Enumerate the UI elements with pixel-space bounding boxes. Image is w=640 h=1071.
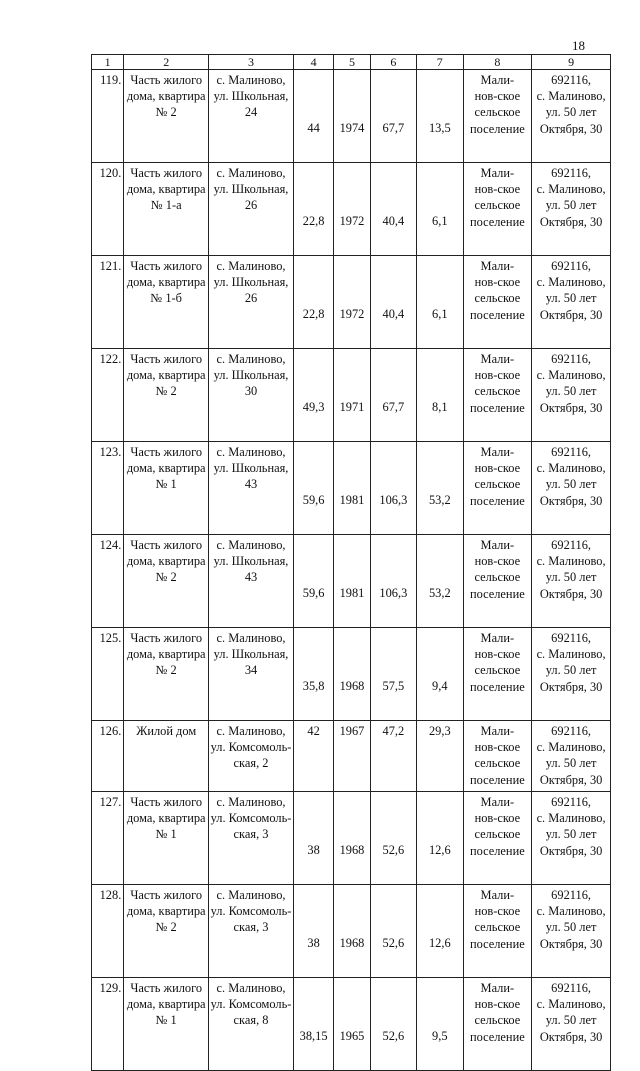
owner-address-line: ул. 50 лет — [545, 827, 597, 842]
owner-name-line: Мали- — [480, 445, 515, 459]
owner-address-line: 692116, — [551, 352, 591, 366]
owner-name-line: нов-ское — [474, 647, 521, 662]
owner-name-line: поселение — [469, 400, 525, 415]
column-4-value: 38 — [293, 792, 333, 885]
owner-name-line: Мали- — [480, 981, 515, 995]
column-4-value: 49,3 — [293, 349, 333, 442]
owner-name-line: Мали- — [480, 538, 515, 552]
object-address-line: ул. Школьная, — [213, 647, 289, 662]
owner-address-line: 692116, — [551, 73, 591, 87]
owner-name — [463, 442, 532, 535]
column-number-5: 5 — [334, 55, 370, 70]
column-number-9: 9 — [532, 55, 611, 70]
object-address-line: 26 — [244, 291, 258, 306]
object-address — [209, 978, 294, 1071]
object-address-line: 24 — [244, 105, 258, 120]
row-number: 127. — [92, 792, 124, 885]
owner-address-line: Октября, 30 — [539, 679, 603, 694]
column-7-value: 53,2 — [417, 442, 463, 535]
object-address-line: ул. Комсомоль- — [210, 811, 292, 826]
object-address — [209, 792, 294, 885]
owner-address-line: с. Малиново, — [536, 811, 606, 826]
owner-address-line: ул. 50 лет — [545, 105, 597, 120]
object-name-line: Часть жилого — [130, 538, 203, 552]
column-number-2: 2 — [124, 55, 209, 70]
object-address-line: ул. Комсомоль- — [210, 904, 292, 919]
object-name-line: № 1 — [155, 1013, 177, 1028]
object-address-line: ская, 8 — [233, 1013, 269, 1028]
owner-address-line: Октября, 30 — [539, 493, 603, 508]
object-address-line: с. Малиново, — [216, 981, 286, 995]
row-number: 126. — [92, 721, 124, 792]
object-address — [209, 256, 294, 349]
column-6-value: 40,4 — [370, 163, 416, 256]
owner-name-line: нов-ское — [474, 182, 521, 197]
column-number-3: 3 — [209, 55, 294, 70]
owner-address-line: с. Малиново, — [536, 275, 606, 290]
object-address-line: ская, 3 — [233, 920, 269, 935]
owner-name-line: поселение — [469, 307, 525, 322]
object-name — [124, 256, 209, 349]
owner-address-line: ул. 50 лет — [545, 920, 597, 935]
owner-name-line: нов-ское — [474, 740, 521, 755]
column-7-value: 8,1 — [417, 349, 463, 442]
object-address-line: 34 — [244, 663, 258, 678]
row-number: 128. — [92, 885, 124, 978]
table-row — [92, 978, 611, 1071]
object-address-line: ул. Школьная, — [213, 182, 289, 197]
owner-address — [532, 70, 611, 163]
object-name — [124, 885, 209, 978]
object-address — [209, 535, 294, 628]
row-number: 125. — [92, 628, 124, 721]
owner-name-line: Мали- — [480, 73, 515, 87]
table-row — [92, 349, 611, 442]
owner-name-line: сельское — [474, 663, 521, 678]
owner-address-line: Октября, 30 — [539, 400, 603, 415]
owner-name-line: Мали- — [480, 888, 515, 902]
owner-address — [532, 163, 611, 256]
object-name-line: Часть жилого — [130, 73, 203, 87]
owner-address-line: 692116, — [551, 166, 591, 180]
owner-address — [532, 535, 611, 628]
owner-name — [463, 978, 532, 1071]
owner-address-line: с. Малиново, — [536, 904, 606, 919]
owner-name-line: поселение — [469, 936, 525, 951]
object-address-line: с. Малиново, — [216, 631, 286, 645]
column-7-value: 6,1 — [417, 163, 463, 256]
owner-name-line: нов-ское — [474, 461, 521, 476]
build-year: 1971 — [334, 349, 370, 442]
object-address — [209, 885, 294, 978]
object-address-line: ская, 2 — [233, 756, 269, 771]
table-row — [92, 70, 611, 163]
owner-name-line: Мали- — [480, 352, 515, 366]
object-address-line: ул. Школьная, — [213, 275, 289, 290]
object-address — [209, 349, 294, 442]
object-name-line: Жилой дом — [136, 724, 197, 738]
object-address-line: ул. Комсомоль- — [210, 740, 292, 755]
object-name — [124, 978, 209, 1071]
object-address-line: с. Малиново, — [216, 352, 286, 366]
owner-name-line: нов-ское — [474, 997, 521, 1012]
object-address — [209, 628, 294, 721]
object-name-line: № 2 — [155, 920, 177, 935]
row-number: 123. — [92, 442, 124, 535]
owner-name-line: нов-ское — [474, 368, 521, 383]
object-address-line: с. Малиново, — [216, 795, 286, 809]
owner-name — [463, 163, 532, 256]
column-7-value: 53,2 — [417, 535, 463, 628]
column-4-value: 22,8 — [293, 163, 333, 256]
object-name-line: Часть жилого — [130, 259, 203, 273]
owner-address-line: с. Малиново, — [536, 647, 606, 662]
owner-name-line: поселение — [469, 214, 525, 229]
owner-address-line: Октября, 30 — [539, 936, 603, 951]
column-7-value: 9,5 — [417, 978, 463, 1071]
owner-address — [532, 256, 611, 349]
object-address-line: с. Малиново, — [216, 538, 286, 552]
object-name — [124, 442, 209, 535]
object-address-line: 43 — [244, 570, 258, 585]
owner-name-line: сельское — [474, 105, 521, 120]
owner-name-line: нов-ское — [474, 89, 521, 104]
build-year: 1981 — [334, 442, 370, 535]
owner-address-line: Октября, 30 — [539, 843, 603, 858]
owner-address-line: Октября, 30 — [539, 586, 603, 601]
owner-name — [463, 628, 532, 721]
object-name — [124, 349, 209, 442]
owner-name-line: сельское — [474, 920, 521, 935]
column-4-value: 44 — [293, 70, 333, 163]
column-6-value: 57,5 — [370, 628, 416, 721]
object-address-line: ул. Школьная, — [213, 461, 289, 476]
owner-name-line: поселение — [469, 493, 525, 508]
object-address-line: ул. Школьная, — [213, 89, 289, 104]
owner-address — [532, 628, 611, 721]
object-address — [209, 70, 294, 163]
table-row — [92, 535, 611, 628]
column-4-value: 59,6 — [293, 535, 333, 628]
column-4-value: 22,8 — [293, 256, 333, 349]
column-number-1: 1 — [92, 55, 124, 70]
owner-address-line: 692116, — [551, 888, 591, 902]
property-registry-table — [91, 54, 611, 1071]
build-year: 1968 — [334, 792, 370, 885]
row-number: 121. — [92, 256, 124, 349]
owner-address-line: ул. 50 лет — [545, 1013, 597, 1028]
object-name-line: дома, квартира — [126, 368, 206, 383]
column-number-4: 4 — [293, 55, 333, 70]
owner-name-line: нов-ское — [474, 275, 521, 290]
object-name-line: дома, квартира — [126, 554, 206, 569]
column-7-value: 29,3 — [417, 721, 463, 792]
owner-address-line: с. Малиново, — [536, 740, 606, 755]
object-address-line: с. Малиново, — [216, 259, 286, 273]
owner-name-line: поселение — [469, 1029, 525, 1044]
table-row — [92, 256, 611, 349]
owner-address-line: 692116, — [551, 631, 591, 645]
table-row — [92, 163, 611, 256]
object-address-line: 30 — [244, 384, 258, 399]
object-name-line: дома, квартира — [126, 647, 206, 662]
column-6-value: 52,6 — [370, 792, 416, 885]
object-name — [124, 628, 209, 721]
owner-name-line: поселение — [469, 121, 525, 136]
owner-address-line: с. Малиново, — [536, 368, 606, 383]
owner-address-line: Октября, 30 — [539, 307, 603, 322]
owner-address-line: с. Малиново, — [536, 997, 606, 1012]
build-year: 1965 — [334, 978, 370, 1071]
owner-address — [532, 442, 611, 535]
row-number: 122. — [92, 349, 124, 442]
owner-address — [532, 721, 611, 792]
object-name-line: дома, квартира — [126, 89, 206, 104]
owner-name-line: поселение — [469, 843, 525, 858]
owner-address-line: ул. 50 лет — [545, 384, 597, 399]
column-7-value: 9,4 — [417, 628, 463, 721]
owner-address-line: ул. 50 лет — [545, 756, 597, 771]
build-year: 1968 — [334, 885, 370, 978]
column-4-value: 38,15 — [293, 978, 333, 1071]
owner-address-line: 692116, — [551, 795, 591, 809]
object-name-line: дома, квартира — [126, 461, 206, 476]
column-7-value: 12,6 — [417, 792, 463, 885]
object-address-line: ул. Школьная, — [213, 554, 289, 569]
owner-address-line: ул. 50 лет — [545, 198, 597, 213]
owner-name-line: нов-ское — [474, 811, 521, 826]
owner-address-line: Октября, 30 — [539, 121, 603, 136]
column-7-value: 6,1 — [417, 256, 463, 349]
owner-name-line: поселение — [469, 772, 525, 787]
object-name-line: Часть жилого — [130, 166, 203, 180]
object-address-line: ул. Комсомоль- — [210, 997, 292, 1012]
object-name — [124, 792, 209, 885]
column-6-value: 67,7 — [370, 70, 416, 163]
owner-name — [463, 535, 532, 628]
owner-address-line: Октября, 30 — [539, 214, 603, 229]
object-address-line: 43 — [244, 477, 258, 492]
owner-name-line: сельское — [474, 477, 521, 492]
object-address-line: с. Малиново, — [216, 724, 286, 738]
owner-name-line: поселение — [469, 586, 525, 601]
object-address-line: ская, 3 — [233, 827, 269, 842]
object-address — [209, 163, 294, 256]
table-row — [92, 885, 611, 978]
column-4-value: 42 — [293, 721, 333, 792]
object-name-line: № 1-б — [150, 291, 182, 306]
object-address-line: ул. Школьная, — [213, 368, 289, 383]
table-row — [92, 792, 611, 885]
owner-name — [463, 256, 532, 349]
object-name-line: Часть жилого — [130, 888, 203, 902]
object-name — [124, 163, 209, 256]
owner-name — [463, 721, 532, 792]
object-name — [124, 70, 209, 163]
owner-address-line: ул. 50 лет — [545, 570, 597, 585]
build-year: 1968 — [334, 628, 370, 721]
object-address-line: с. Малиново, — [216, 888, 286, 902]
owner-address-line: 692116, — [551, 981, 591, 995]
owner-name-line: Мали- — [480, 631, 515, 645]
object-name-line: № 2 — [155, 105, 177, 120]
owner-address — [532, 885, 611, 978]
column-6-value: 52,6 — [370, 978, 416, 1071]
object-address-line: с. Малиново, — [216, 445, 286, 459]
object-name-line: Часть жилого — [130, 631, 203, 645]
column-4-value: 59,6 — [293, 442, 333, 535]
row-number: 129. — [92, 978, 124, 1071]
table-row — [92, 721, 611, 792]
object-name-line: дома, квартира — [126, 182, 206, 197]
object-address — [209, 442, 294, 535]
column-6-value: 106,3 — [370, 442, 416, 535]
owner-name-line: поселение — [469, 679, 525, 694]
object-name-line: дома, квартира — [126, 997, 206, 1012]
owner-address-line: 692116, — [551, 445, 591, 459]
owner-address-line: 692116, — [551, 538, 591, 552]
table-body — [92, 70, 611, 1071]
object-name-line: № 1 — [155, 827, 177, 842]
column-4-value: 38 — [293, 885, 333, 978]
row-number: 124. — [92, 535, 124, 628]
build-year: 1967 — [334, 721, 370, 792]
build-year: 1981 — [334, 535, 370, 628]
owner-address-line: с. Малиново, — [536, 182, 606, 197]
object-name — [124, 535, 209, 628]
owner-name-line: сельское — [474, 827, 521, 842]
owner-name-line: сельское — [474, 384, 521, 399]
owner-address — [532, 349, 611, 442]
owner-address-line: 692116, — [551, 259, 591, 273]
owner-address-line: Октября, 30 — [539, 772, 603, 787]
owner-address-line: Октября, 30 — [539, 1029, 603, 1044]
object-name-line: дома, квартира — [126, 275, 206, 290]
object-address — [209, 721, 294, 792]
owner-address-line: 692116, — [551, 724, 591, 738]
owner-name — [463, 349, 532, 442]
owner-address-line: с. Малиново, — [536, 461, 606, 476]
owner-address-line: с. Малиново, — [536, 554, 606, 569]
object-name-line: Часть жилого — [130, 981, 203, 995]
column-6-value: 67,7 — [370, 349, 416, 442]
object-name-line: дома, квартира — [126, 811, 206, 826]
object-name-line: № 1 — [155, 477, 177, 492]
object-name-line: Часть жилого — [130, 352, 203, 366]
object-address-line: с. Малиново, — [216, 166, 286, 180]
owner-name-line: сельское — [474, 570, 521, 585]
object-name-line: № 1-а — [150, 198, 182, 213]
object-name-line: № 2 — [155, 384, 177, 399]
owner-name-line: Мали- — [480, 259, 515, 273]
owner-name-line: сельское — [474, 1013, 521, 1028]
owner-name — [463, 792, 532, 885]
build-year: 1974 — [334, 70, 370, 163]
column-6-value: 47,2 — [370, 721, 416, 792]
object-name-line: № 2 — [155, 663, 177, 678]
table-row — [92, 628, 611, 721]
object-name-line: Часть жилого — [130, 445, 203, 459]
owner-name-line: Мали- — [480, 724, 515, 738]
owner-name-line: нов-ское — [474, 554, 521, 569]
page-number: 18 — [572, 38, 585, 53]
column-number-6: 6 — [370, 55, 416, 70]
column-7-value: 12,6 — [417, 885, 463, 978]
row-number: 119. — [92, 70, 124, 163]
object-name-line: № 2 — [155, 570, 177, 585]
column-6-value: 106,3 — [370, 535, 416, 628]
build-year: 1972 — [334, 163, 370, 256]
row-number: 120. — [92, 163, 124, 256]
owner-name — [463, 885, 532, 978]
object-name — [124, 721, 209, 792]
owner-address — [532, 792, 611, 885]
owner-name-line: сельское — [474, 291, 521, 306]
column-6-value: 40,4 — [370, 256, 416, 349]
column-7-value: 13,5 — [417, 70, 463, 163]
build-year: 1972 — [334, 256, 370, 349]
column-4-value: 35,8 — [293, 628, 333, 721]
owner-name-line: сельское — [474, 198, 521, 213]
table-row — [92, 442, 611, 535]
owner-name — [463, 70, 532, 163]
owner-name-line: Мали- — [480, 795, 515, 809]
column-number-7: 7 — [417, 55, 463, 70]
owner-address-line: с. Малиново, — [536, 89, 606, 104]
object-address-line: с. Малиново, — [216, 73, 286, 87]
column-number-row — [92, 55, 611, 70]
owner-name-line: Мали- — [480, 166, 515, 180]
owner-name-line: нов-ское — [474, 904, 521, 919]
column-number-8: 8 — [463, 55, 532, 70]
owner-address-line: ул. 50 лет — [545, 291, 597, 306]
column-6-value: 52,6 — [370, 885, 416, 978]
owner-address-line: ул. 50 лет — [545, 477, 597, 492]
object-address-line: 26 — [244, 198, 258, 213]
owner-name-line: сельское — [474, 756, 521, 771]
owner-address-line: ул. 50 лет — [545, 663, 597, 678]
owner-address — [532, 978, 611, 1071]
object-name-line: Часть жилого — [130, 795, 203, 809]
object-name-line: дома, квартира — [126, 904, 206, 919]
